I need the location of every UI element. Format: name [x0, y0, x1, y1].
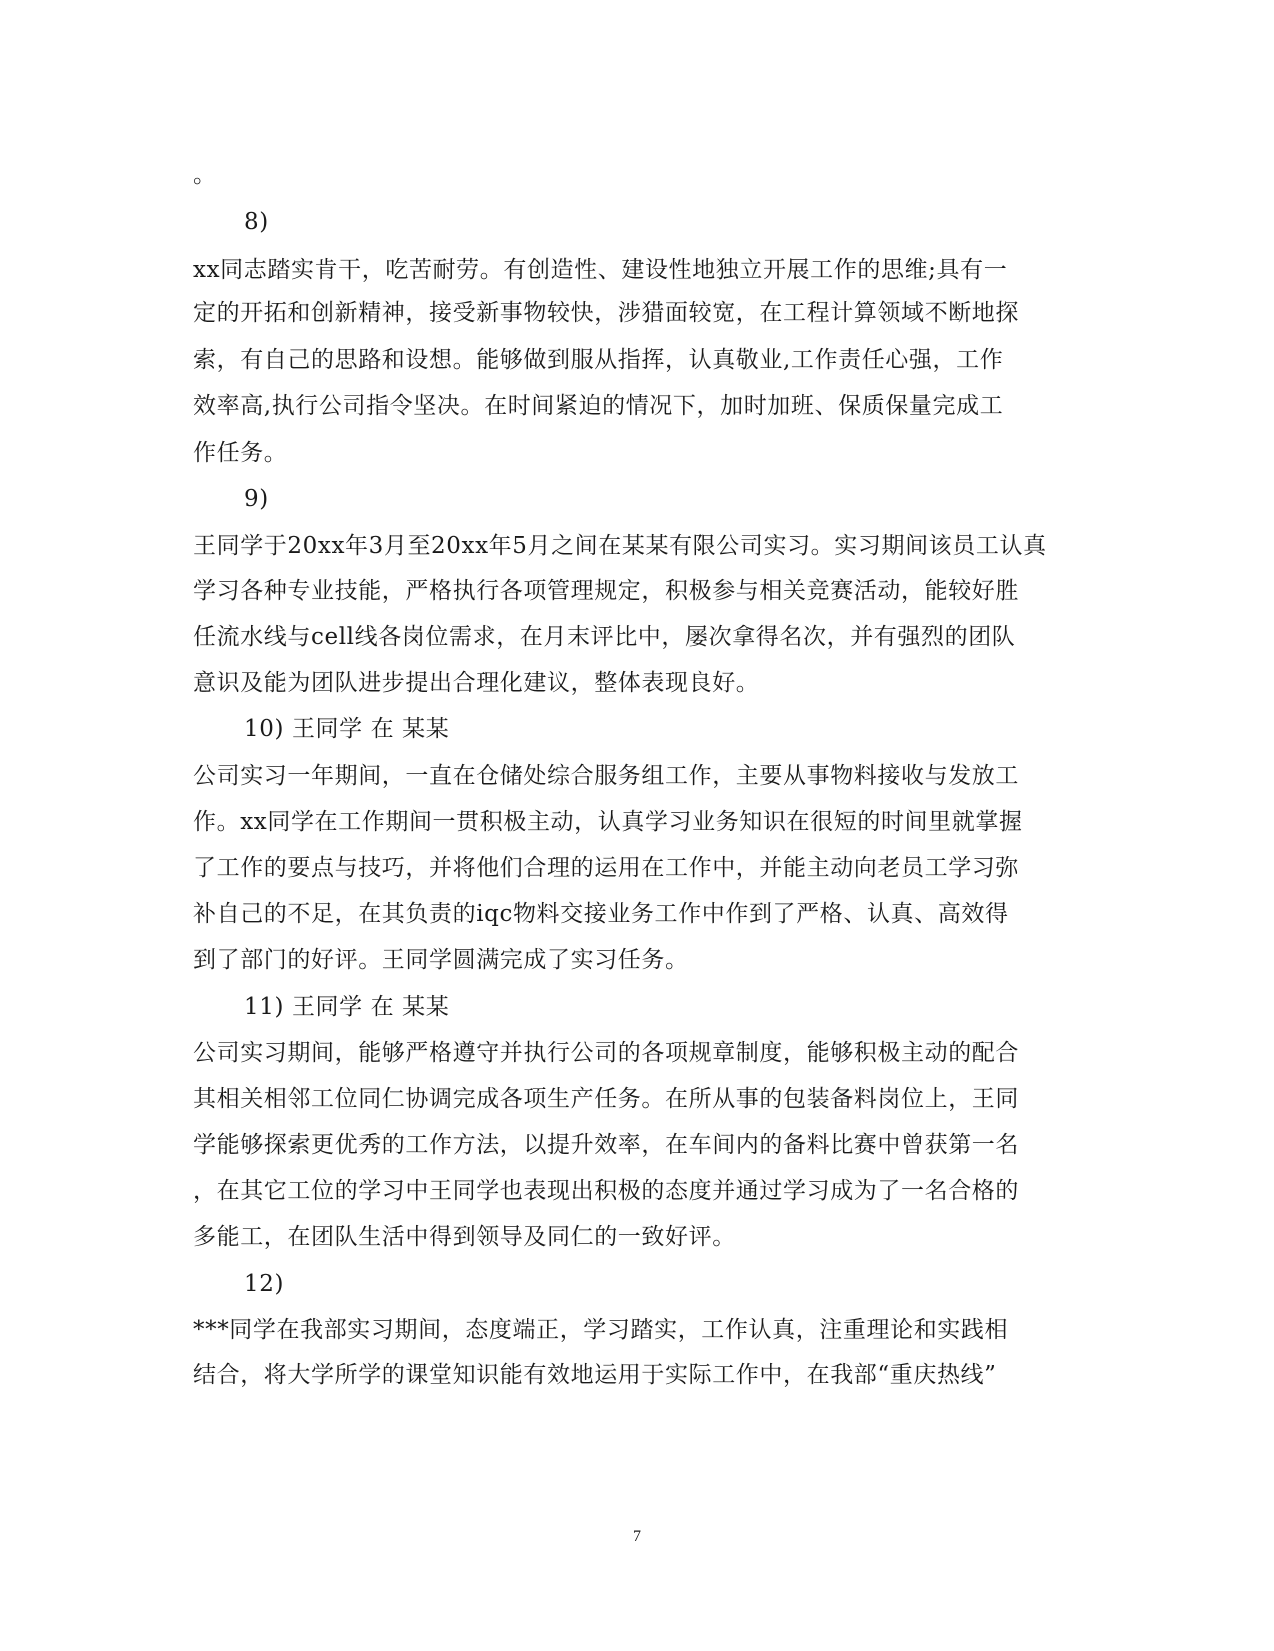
text-line: 公司实习一年期间，一直在仓储处综合服务组工作，主要从事物料接收与发放工 [193, 763, 1019, 789]
item-number: 9) [244, 486, 269, 512]
text-line: ***同学在我部实习期间，态度端正，学习踏实，工作认真，注重理论和实践相 [193, 1317, 1009, 1343]
text-line: 作任务。 [193, 440, 288, 466]
text-line: 公司实习期间，能够严格遵守并执行公司的各项规章制度，能够积极主动的配合 [193, 1040, 1019, 1066]
text-line: 定的开拓和创新精神，接受新事物较快，涉猎面较宽，在工程计算领域不断地探 [193, 300, 1019, 326]
text-line: 多能工，在团队生活中得到领导及同仁的一致好评。 [193, 1224, 736, 1250]
text-line: 学习各种专业技能，严格执行各项管理规定，积极参与相关竞赛活动，能较好胜 [193, 578, 1019, 604]
text-line: 意识及能为团队进步提出合理化建议，整体表现良好。 [193, 670, 760, 696]
item-number: 10) 王同学 在 某某 [244, 716, 450, 742]
text-line: 其相关相邻工位同仁协调完成各项生产任务。在所从事的包装备料岗位上，王同 [193, 1086, 1019, 1112]
text-line: 学能够探索更优秀的工作方法，以提升效率，在车间内的备料比赛中曾获第一名 [193, 1132, 1019, 1158]
text-line: 王同学于20xx年3月至20xx年5月之间在某某有限公司实习。实习期间该员工认真 [193, 533, 1047, 559]
text-line: 任流水线与cell线各岗位需求，在月末评比中，屡次拿得名次，并有强烈的团队 [193, 624, 1016, 650]
item-number: 8) [244, 209, 269, 235]
text-line: 索，有自己的思路和设想。能够做到服从指挥，认真敬业,工作责任心强，工作 [193, 347, 1004, 373]
text-line: 效率高,执行公司指令坚决。在时间紧迫的情况下，加时加班、保质保量完成工 [193, 393, 1004, 419]
text-line: ，在其它工位的学习中王同学也表现出积极的态度并通过学习成为了一名合格的 [193, 1178, 1019, 1204]
text-line: 补自己的不足，在其负责的iqc物料交接业务工作中作到了严格、认真、高效得 [193, 901, 1009, 927]
text-line: 了工作的要点与技巧，并将他们合理的运用在工作中，并能主动向老员工学习弥 [193, 855, 1019, 881]
text-line: 。 [193, 162, 217, 188]
item-number: 12) [244, 1271, 285, 1297]
item-number: 11) 王同学 在 某某 [244, 994, 450, 1020]
text-line: xx同志踏实肯干，吃苦耐劳。有创造性、建设性地独立开展工作的思维;具有一 [193, 257, 1008, 283]
text-line: 作。xx同学在工作期间一贯积极主动，认真学习业务知识在很短的时间里就掌握 [193, 809, 1023, 835]
text-line: 结合，将大学所学的课堂知识能有效地运用于实际工作中，在我部“重庆热线” [193, 1362, 997, 1388]
text-line: 到了部门的好评。王同学圆满完成了实习任务。 [193, 947, 689, 973]
page-number: 7 [633, 1528, 641, 1545]
